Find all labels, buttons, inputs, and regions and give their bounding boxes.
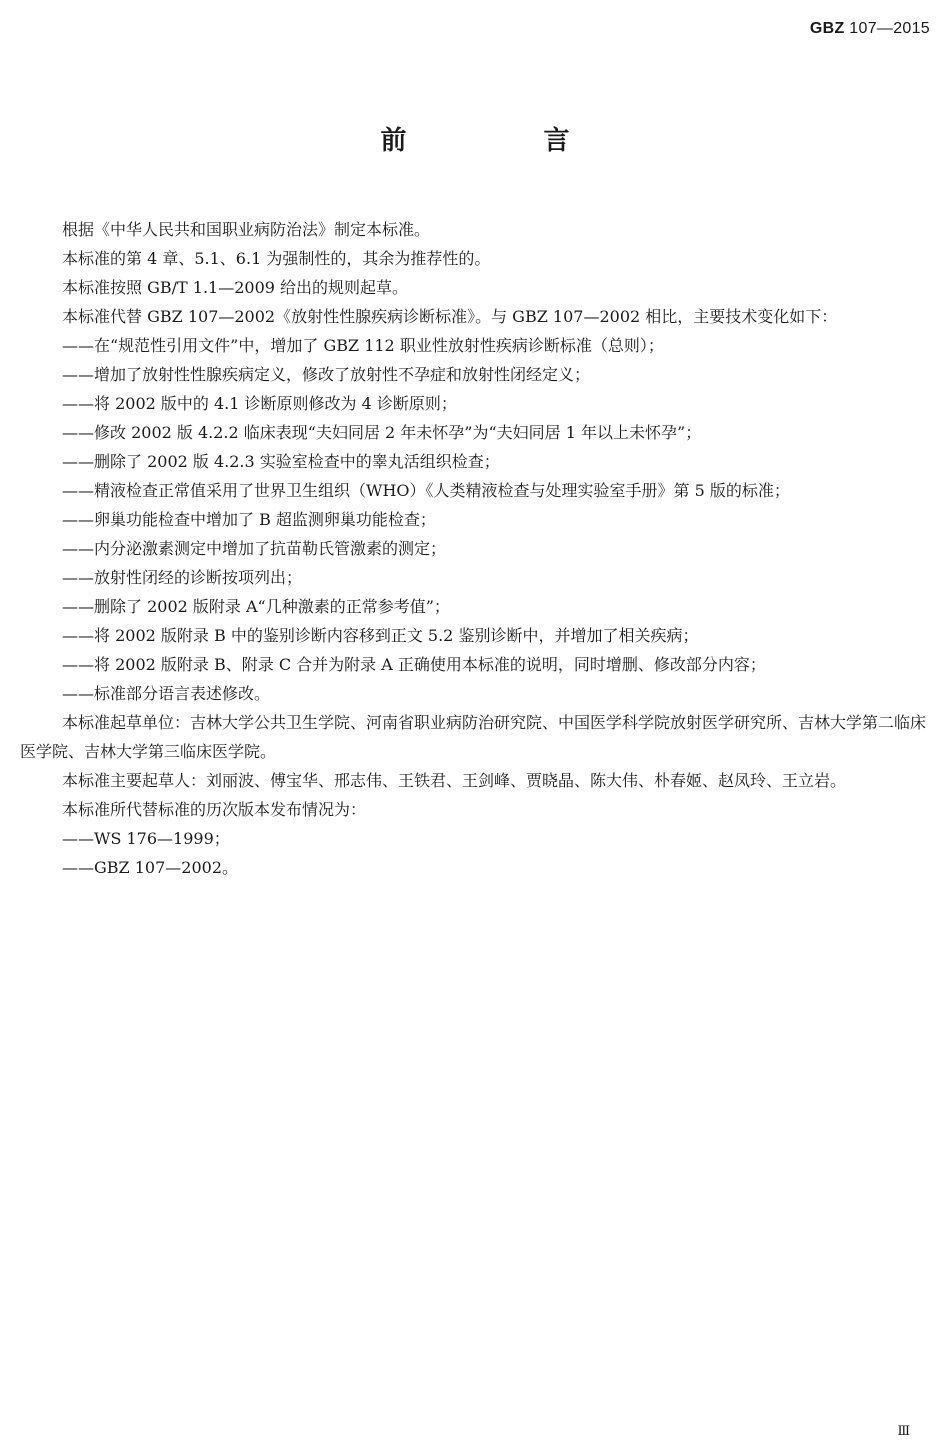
page-title: 前 言: [380, 126, 634, 156]
list-item: ——将 2002 版中的 4.1 诊断原则修改为 4 诊断原则；: [62, 394, 457, 413]
list-item: ——删除了 2002 版附录 A“几种激素的正常参考值”；: [62, 597, 450, 616]
list-item: ——精液检查正常值采用了世界卫生组织（WHO）《人类精液检查与处理实验室手册》第 5 版的标准；: [62, 481, 790, 500]
changes-list: [20, 331, 932, 708]
list-item: ——修改 2002 版 4.2.2 临床表现“夫妇同居 2 年未怀孕”为“夫妇同居 1 年以上未怀孕”；: [62, 423, 702, 442]
paragraph-drafting-rules: 本标准按照 GB/T 1.1—2009 给出的规则起草。: [62, 278, 409, 297]
list-item: ——放射性闭经的诊断按项列出；: [62, 568, 303, 587]
standard-code-header: [810, 20, 930, 38]
paragraph-drafting-units: 本标准起草单位：吉林大学公共卫生学院、河南省职业病防治研究院、中国医学科学院放射医学研究所、吉林大学第二临床医学院、吉林大学第三临床医学院。: [20, 713, 927, 761]
list-item: ——删除了 2002 版 4.2.3 实验室检查中的睾丸活组织检查；: [62, 452, 500, 471]
list-item: ——增加了放射性性腺疾病定义，修改了放射性不孕症和放射性闭经定义；: [62, 365, 591, 384]
paragraph-main-drafters: 本标准主要起草人：刘丽波、傅宝华、邢志伟、王铁君、王剑峰、贾晓晶、陈大伟、朴春姬、赵凤玲、王立岩。: [62, 771, 847, 790]
paragraph-legal-basis: 根据《中华人民共和国职业病防治法》制定本标准。: [62, 220, 431, 239]
list-item: ——内分泌激素测定中增加了抗苗勒氏管激素的测定；: [62, 539, 447, 558]
foreword-body: [20, 215, 932, 882]
list-item: ——标准部分语言表述修改。: [62, 684, 271, 703]
standard-code-prefix: GBZ: [809, 20, 845, 37]
list-item: ——WS 176—1999；: [62, 829, 230, 848]
list-item: ——在“规范性引用文件”中，增加了 GBZ 112 职业性放射性疾病诊断标准（总则）；: [62, 336, 664, 355]
paragraph-version-history: 本标准所代替标准的历次版本发布情况为：: [62, 800, 367, 819]
paragraph-replacement: 本标准代替 GBZ 107—2002《放射性性腺疾病诊断标准》。与 GBZ 107—2002 相比，主要技术变化如下：: [62, 307, 838, 326]
list-item: ——GBZ 107—2002。: [62, 858, 239, 877]
list-item: ——将 2002 版附录 B 中的鉴别诊断内容移到正文 5.2 鉴别诊断中，并增加了相关疾病；: [62, 626, 699, 645]
history-list: [20, 824, 932, 882]
list-item: ——卵巢功能检查中增加了 B 超监测卵巢功能检查；: [62, 510, 436, 529]
list-item: ——将 2002 版附录 B、附录 C 合并为附录 A 正确使用本标准的说明，同时增删、修改部分内容；: [62, 655, 766, 674]
paragraph-mandatory-scope: 本标准的第 4 章、5.1、6.1 为强制性的，其余为推荐性的。: [62, 249, 491, 268]
standard-code-number: 107—2015: [849, 20, 930, 37]
page-number: Ⅲ: [897, 1424, 910, 1439]
